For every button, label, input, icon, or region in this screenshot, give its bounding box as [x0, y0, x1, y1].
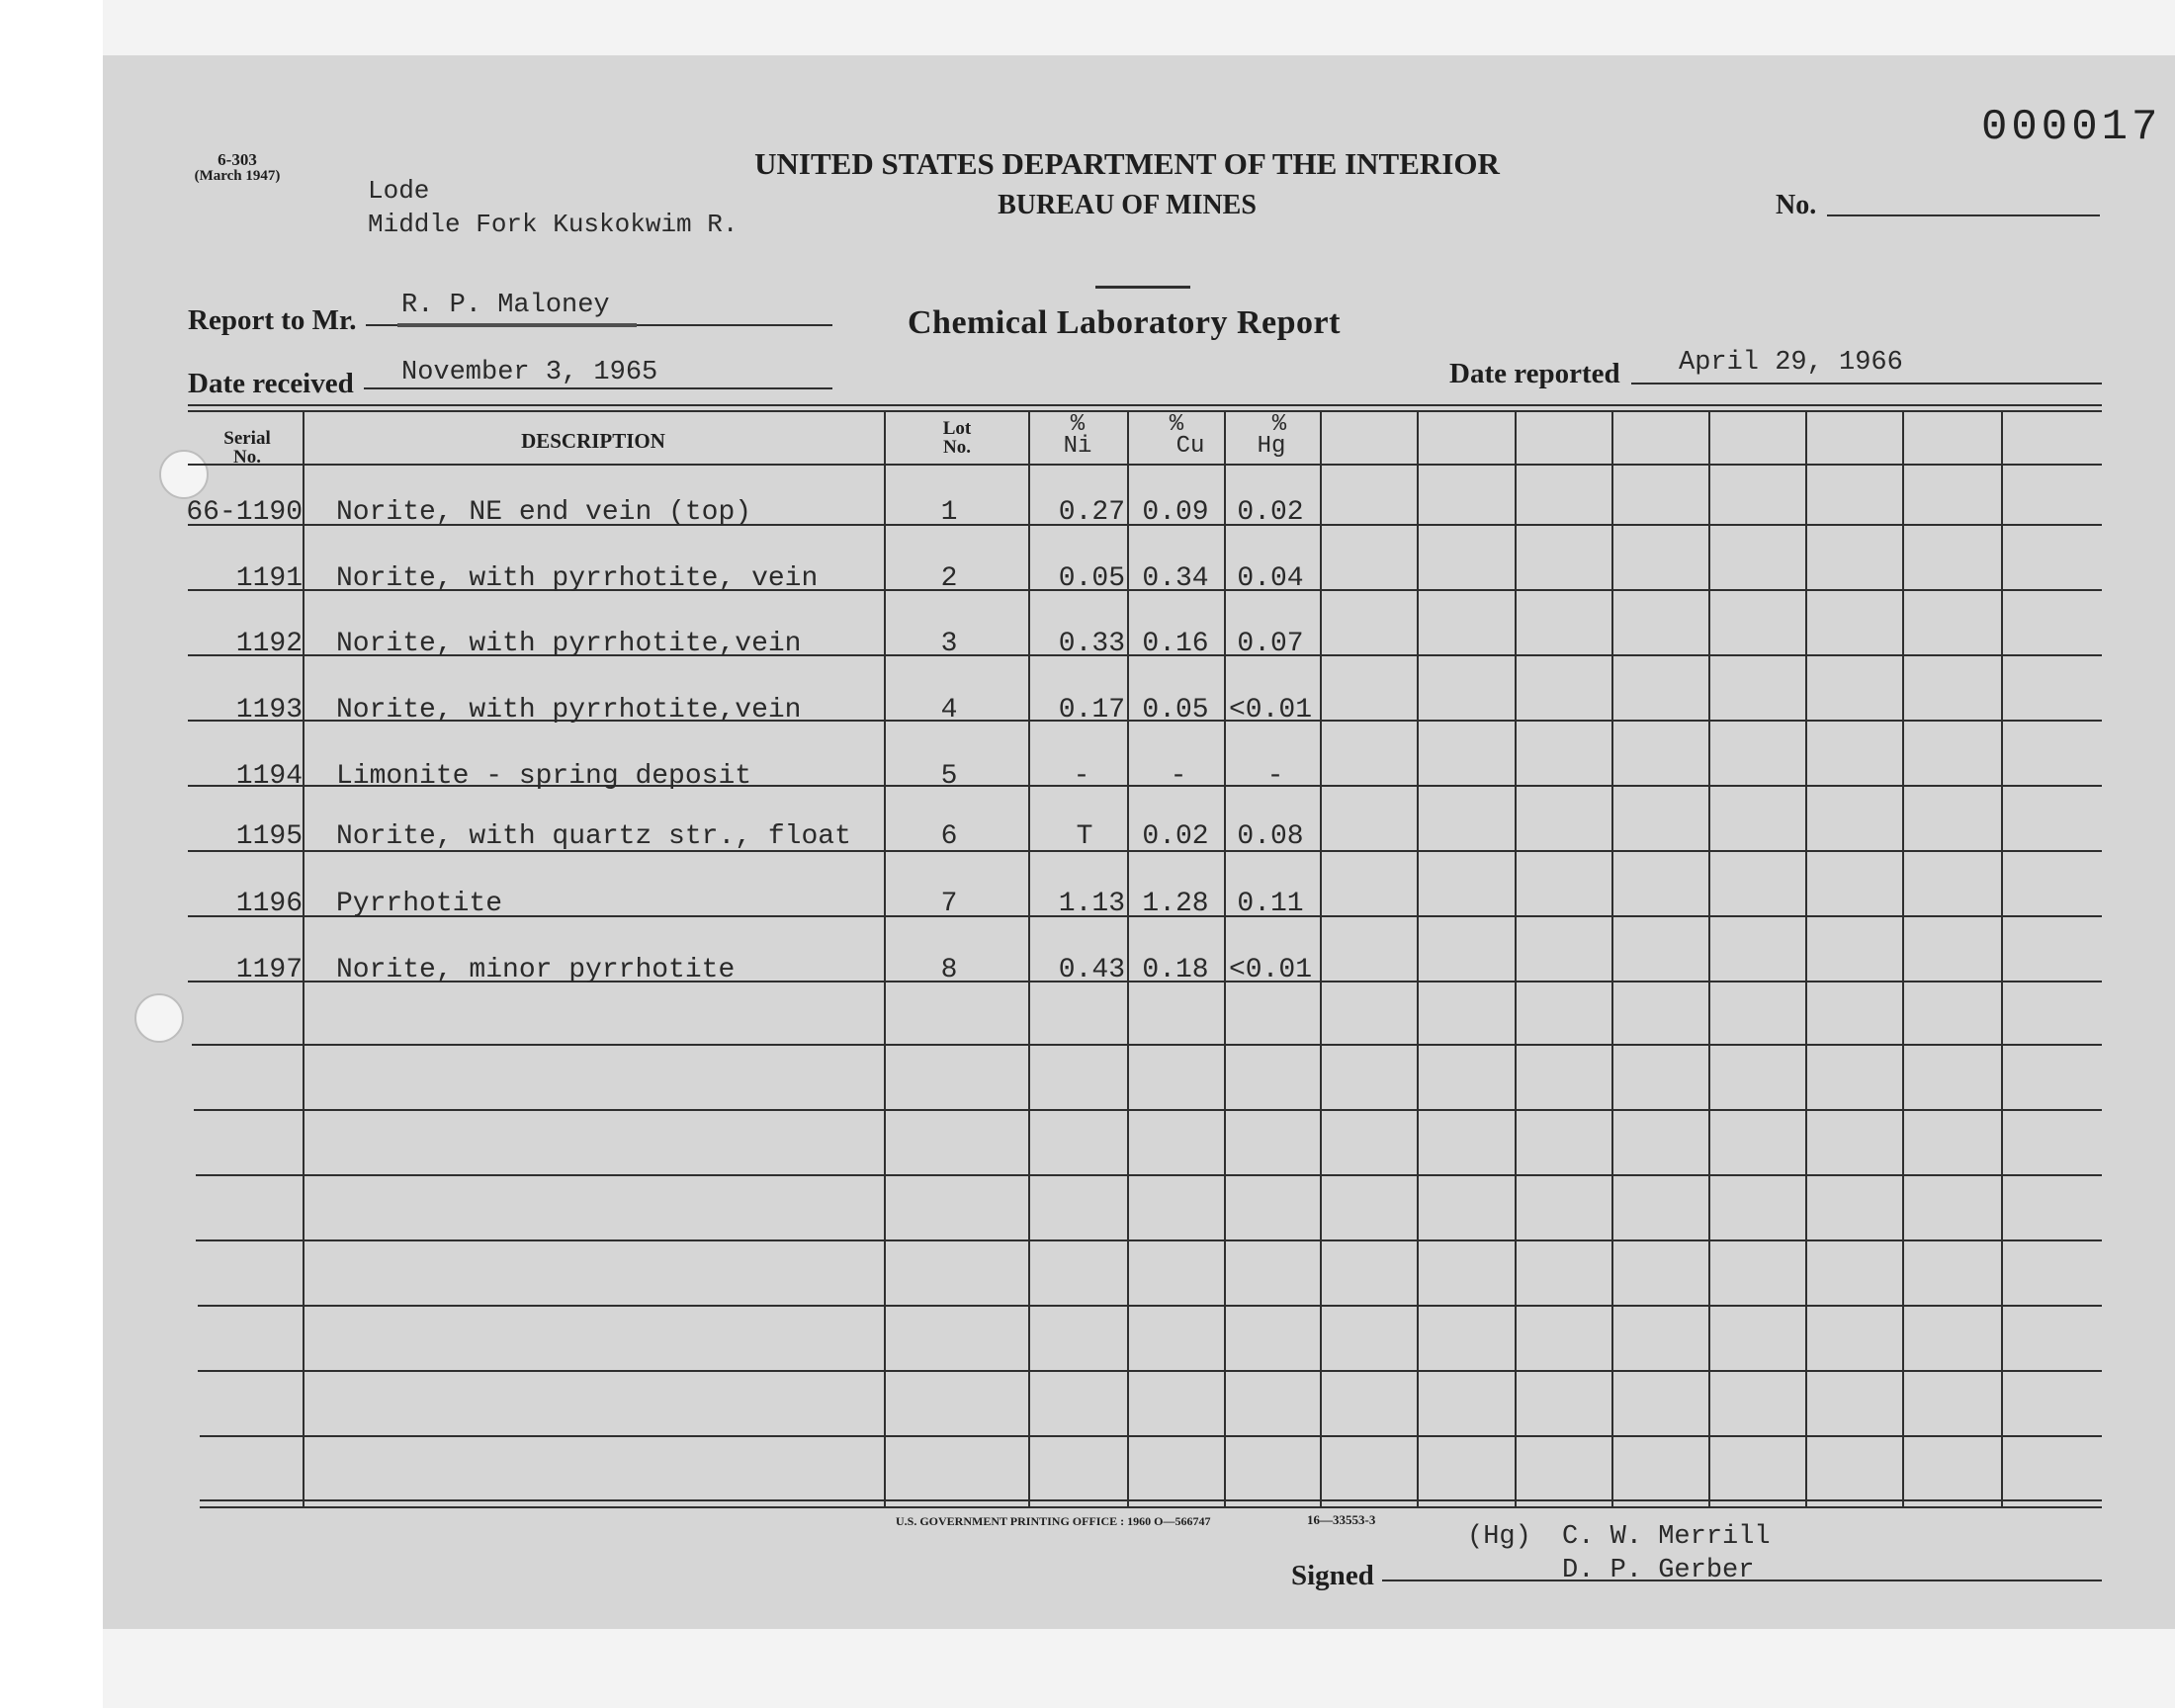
- header-hg-percent: %: [1271, 411, 1287, 438]
- document-number: 000017: [1981, 103, 2162, 152]
- col-line-blank-2: [1515, 412, 1517, 1506]
- location-line1: Lode: [368, 176, 430, 206]
- row-rule: [196, 1239, 2102, 1241]
- date-received-label: Date received: [188, 368, 354, 399]
- number-label: No.: [1776, 190, 1817, 220]
- lot-cell: 1: [940, 497, 958, 528]
- ni-cell: T: [1076, 821, 1093, 852]
- punch-hole-bottom: [134, 993, 184, 1043]
- form-code: 16—33553-3: [1307, 1512, 1376, 1527]
- serial-cell: 1194: [235, 761, 303, 792]
- ni-cell: 0.33: [1058, 629, 1125, 659]
- report-title: Chemical Laboratory Report: [908, 304, 1341, 341]
- date-received-field-line: [364, 387, 832, 389]
- location-line2: Middle Fork Kuskokwim R.: [368, 210, 739, 239]
- col-line-serial: [303, 412, 304, 1506]
- table-header-rule: [188, 464, 2102, 466]
- number-field-line: [1827, 214, 2100, 216]
- report-to-value: R. P. Maloney: [401, 291, 610, 320]
- ni-cell: 0.17: [1058, 695, 1125, 726]
- report-to-label: Report to Mr.: [188, 304, 357, 336]
- serial-cell: 1195: [235, 821, 303, 852]
- cu-cell: 1.28: [1142, 889, 1209, 919]
- description-cell: Norite, with pyrrhotite,vein: [336, 695, 802, 726]
- hg-cell: 0.11: [1237, 889, 1304, 919]
- date-received-value: November 3, 1965: [401, 358, 658, 387]
- hg-cell: 0.08: [1237, 821, 1304, 852]
- ni-cell: -: [1073, 761, 1090, 792]
- hg-cell: -: [1266, 761, 1284, 792]
- ni-cell: 1.13: [1058, 889, 1125, 919]
- serial-cell: 1197: [235, 955, 303, 985]
- date-reported-value: April 29, 1966: [1679, 348, 1903, 378]
- cu-cell: 0.34: [1142, 563, 1209, 594]
- description-cell: Norite, with pyrrhotite, vein: [336, 563, 819, 594]
- form-date: (March 1947): [194, 168, 281, 184]
- header-lot-top: Lot: [942, 418, 972, 439]
- col-line-blank-7: [2001, 412, 2003, 1506]
- row-rule: [192, 1044, 2102, 1046]
- hg-cell: 0.04: [1237, 563, 1304, 594]
- hg-cell: 0.07: [1237, 629, 1304, 659]
- lot-cell: 6: [940, 821, 958, 852]
- header-serial-bottom: No.: [233, 447, 261, 468]
- col-line-blank-3: [1611, 412, 1613, 1506]
- scan-margin: [0, 0, 103, 1708]
- cu-cell: 0.16: [1142, 629, 1209, 659]
- lot-cell: 8: [940, 955, 958, 985]
- date-reported-field-line: [1631, 383, 2102, 384]
- col-line-blank-4: [1708, 412, 1710, 1506]
- serial-cell: 1193: [235, 695, 303, 726]
- cu-cell: 0.02: [1142, 821, 1209, 852]
- header-ni-percent: %: [1070, 411, 1086, 438]
- description-cell: Norite, NE end vein (top): [336, 497, 752, 528]
- lot-cell: 7: [940, 889, 958, 919]
- signer-merrill: C. W. Merrill: [1562, 1522, 1771, 1552]
- lot-cell: 4: [940, 695, 958, 726]
- header-description: DESCRIPTION: [521, 429, 665, 453]
- header-serial-top: Serial: [223, 428, 271, 449]
- header-cu-percent: %: [1169, 411, 1184, 438]
- date-reported-label: Date reported: [1449, 358, 1620, 389]
- row-rule: [200, 1435, 2102, 1437]
- ni-cell: 0.27: [1058, 497, 1125, 528]
- col-line-description: [884, 412, 886, 1506]
- ni-cell: 0.05: [1058, 563, 1125, 594]
- header-cu: Cu: [1175, 433, 1205, 460]
- row-rule: [198, 1370, 2102, 1372]
- hg-cell: <0.01: [1228, 955, 1312, 985]
- printing-office-imprint: U.S. GOVERNMENT PRINTING OFFICE : 1960 O—566747: [896, 1514, 1211, 1528]
- hg-cell: <0.01: [1228, 695, 1312, 726]
- header-ni: Ni: [1063, 433, 1092, 460]
- ni-cell: 0.43: [1058, 955, 1125, 985]
- table-bottom-rule-inner: [200, 1506, 2102, 1508]
- serial-cell: 1196: [235, 889, 303, 919]
- col-line-hg: [1320, 412, 1322, 1506]
- form-number: 6-303: [218, 150, 257, 169]
- header-lot-bottom: No.: [943, 437, 971, 458]
- lot-cell: 5: [940, 761, 958, 792]
- row-rule: [196, 1174, 2102, 1176]
- header-hg: Hg: [1257, 433, 1286, 460]
- report-to-underline-mark: [397, 323, 637, 327]
- description-cell: Norite, with pyrrhotite,vein: [336, 629, 802, 659]
- table-top-rule: [188, 404, 2102, 406]
- bureau-heading: BUREAU OF MINES: [998, 190, 1257, 220]
- serial-cell: 1192: [235, 629, 303, 659]
- description-cell: Norite, minor pyrrhotite: [336, 955, 736, 985]
- serial-cell: 66-1190: [186, 497, 303, 528]
- description-cell: Limonite - spring deposit: [336, 761, 752, 792]
- hg-cell: 0.02: [1237, 497, 1304, 528]
- table-bottom-rule: [200, 1499, 2102, 1501]
- signer-gerber: D. P. Gerber: [1562, 1556, 1755, 1585]
- lot-cell: 2: [940, 563, 958, 594]
- col-line-blank-5: [1805, 412, 1807, 1506]
- cu-cell: -: [1170, 761, 1187, 792]
- hg-note: (Hg): [1467, 1522, 1531, 1552]
- row-rule: [194, 1109, 2102, 1111]
- signed-label: Signed: [1291, 1560, 1374, 1591]
- lot-cell: 3: [940, 629, 958, 659]
- description-cell: Pyrrhotite: [336, 889, 503, 919]
- serial-cell: 1191: [235, 563, 303, 594]
- col-line-blank-6: [1902, 412, 1904, 1506]
- col-line-blank-1: [1417, 412, 1419, 1506]
- cu-cell: 0.05: [1142, 695, 1209, 726]
- description-cell: Norite, with quartz str., float: [336, 821, 851, 852]
- title-rule: [1095, 286, 1190, 289]
- cu-cell: 0.09: [1142, 497, 1209, 528]
- row-rule: [198, 1305, 2102, 1307]
- department-heading: UNITED STATES DEPARTMENT OF THE INTERIOR: [754, 146, 1500, 181]
- cu-cell: 0.18: [1142, 955, 1209, 985]
